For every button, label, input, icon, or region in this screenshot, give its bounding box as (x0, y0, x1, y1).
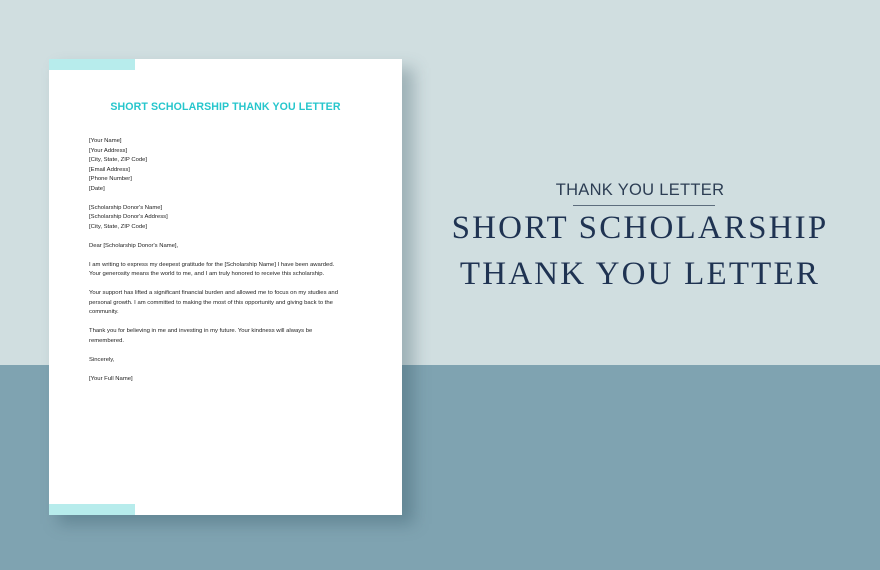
sender-line: [Your Name] (89, 138, 122, 144)
salutation: Dear [Scholarship Donor's Name], (89, 242, 179, 249)
document-title: SHORT SCHOLARSHIP THANK YOU LETTER (110, 101, 341, 113)
paragraph-line: Thank you for believing in me and investing in my future. Your kindness will always be (89, 328, 313, 334)
spacer (89, 194, 379, 204)
subtitle-underline (573, 205, 715, 206)
paragraph-line: community. (89, 309, 119, 315)
banner-title-line-1: SHORT SCHOLARSHIP (451, 210, 829, 246)
closing: Sincerely, (89, 356, 115, 363)
spacer (89, 280, 379, 290)
spacer (89, 365, 379, 375)
accent-bar-top (49, 59, 135, 70)
recipient-line: [Scholarship Donor's Name] (89, 204, 163, 211)
paragraph-line: Your generosity means the world to me, and I am truly honored to receive this scholarship. (89, 271, 325, 277)
spacer (89, 232, 379, 242)
spacer (89, 346, 379, 356)
spacer (89, 318, 379, 328)
banner-title-line-2: THANK YOU LETTER (459, 256, 821, 292)
sender-line: [City, State, ZIP Code] (89, 157, 148, 163)
sender-line: [Date] (89, 185, 105, 192)
sender-line: [Your Address] (89, 147, 128, 154)
spacer (89, 251, 379, 261)
signature: [Your Full Name] (89, 375, 133, 382)
sender-line: [Phone Number] (89, 176, 132, 182)
recipient-line: [Scholarship Donor's Address] (89, 214, 168, 220)
recipient-line: [City, State, ZIP Code] (89, 223, 148, 230)
letter-body (89, 137, 379, 384)
sender-line: [Email Address] (89, 166, 130, 173)
document-page (49, 59, 402, 515)
paragraph-line: personal growth. I am committed to making the most of this opportunity and giving back to the (89, 299, 333, 306)
paragraph-line: remembered. (89, 337, 125, 344)
accent-bar-bottom (49, 504, 135, 515)
paragraph-line: Your support has lifted a significant financial burden and allowed me to focus on my studies and (89, 290, 338, 296)
banner-subtitle: THANK YOU LETTER (555, 181, 725, 199)
paragraph-line: I am writing to express my deepest gratitude for the [Scholarship Name] I have been awarded. (89, 261, 335, 268)
